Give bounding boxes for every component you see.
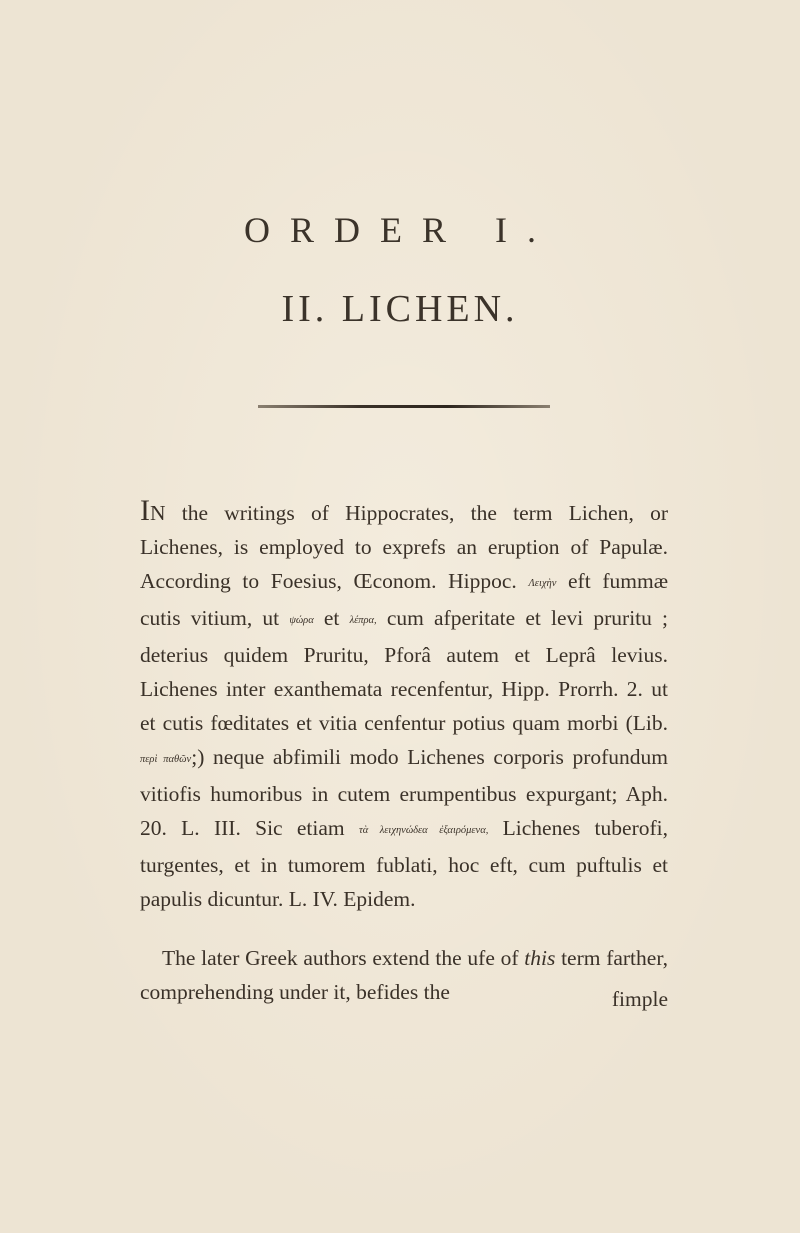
- greek-term: λέπρα,: [349, 615, 377, 626]
- paragraph-later-greek-authors: [140, 941, 668, 1009]
- paragraph-text: eft fummæ cutis vitium, ut: [140, 569, 669, 630]
- paragraph-text: cum afperitate et levi pruritu ; deterius quidem Pruritu, Pforâ autem et Leprâ levius. Lichenes inter exanthemata recenfentur, Hipp. Prorrh. 2. ut et cutis fœditates et vitia cenfentur potius quam morbi (Lib.: [140, 606, 669, 735]
- drop-capital: I: [140, 494, 150, 527]
- paragraph-text: Lichenes tuberofi, turgentes, et in tumorem fublati, hoc eft, cum puftulis et papulis dicuntur. L. IV. Epidem.: [140, 816, 668, 911]
- genus-heading: II. LICHEN.: [281, 288, 519, 330]
- greek-term: Λειχὴν: [528, 578, 557, 589]
- order-heading: ORDER I.: [244, 210, 556, 250]
- catchword: fimple: [611, 987, 668, 1011]
- heading-divider-rule: [258, 405, 550, 408]
- greek-term: τὰ λειχηνώδεα ἐξαιρόμενα,: [358, 825, 489, 836]
- body-text: [140, 496, 668, 1009]
- paragraph-text: et: [323, 606, 340, 630]
- greek-term: ψώρα: [289, 615, 314, 626]
- italic-word: this: [524, 946, 556, 970]
- paragraph-lichen-definition: [140, 496, 668, 916]
- paragraph-text: term farther, comprehending under it, befides the: [140, 946, 668, 1004]
- greek-term: περὶ παθῶν: [140, 754, 192, 765]
- paragraph-text: ;) neque abfimili modo Lichenes corporis profundum vitiofis humoribus in cutem erumpentibus expurgant; Aph. 20. L. III. Sic etiam: [140, 745, 669, 840]
- paragraph-text: N the writings of Hippocrates, the term Lichen, or Lichenes, is employed to exprefs an eruption of Papulæ. According to Foesius, Œconom. Hippoc.: [140, 501, 668, 593]
- paragraph-text: The later Greek authors extend the ufe of: [162, 946, 519, 970]
